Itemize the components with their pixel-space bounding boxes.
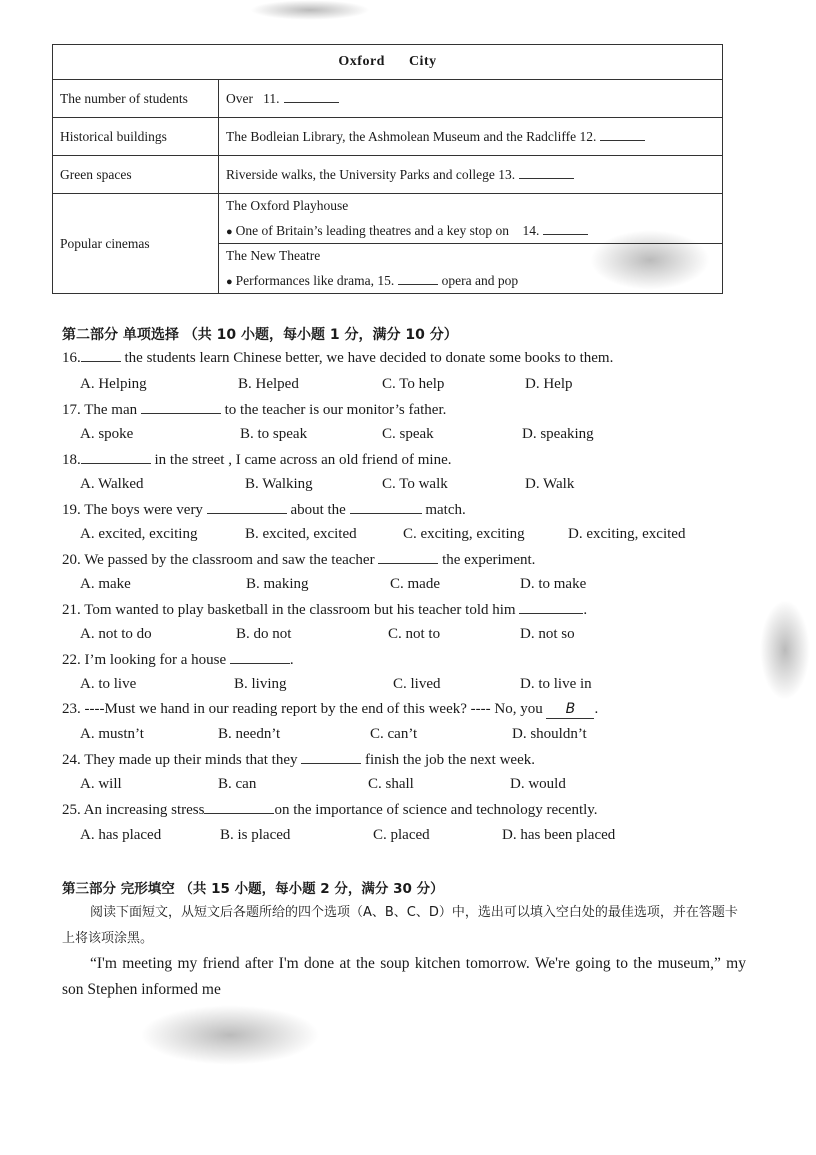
option-b[interactable]: B. needn’t — [218, 726, 281, 742]
answer-blank[interactable] — [204, 801, 274, 814]
answer-blank[interactable] — [301, 751, 361, 764]
question-19: 19. The boys were very about the match. — [62, 502, 466, 518]
question-17: 17. The man to the teacher is our monitor’s father. — [62, 402, 447, 418]
answer-blank[interactable] — [350, 501, 422, 514]
answer-blank[interactable] — [519, 601, 583, 614]
question-16: 16. the students learn Chinese better, we have decided to donate some books to them. — [62, 350, 614, 366]
answer-blank[interactable] — [378, 551, 438, 564]
option-d[interactable]: D. exciting, excited — [568, 526, 686, 542]
option-c[interactable]: C. exciting, exciting — [403, 526, 525, 542]
answer-blank[interactable] — [230, 651, 290, 664]
table-title: Oxford City — [53, 45, 723, 80]
table-row — [53, 80, 723, 118]
option-a[interactable]: A. not to do — [80, 626, 152, 642]
row-label: Historical buildings — [53, 118, 219, 156]
row-value: Over 11. — [219, 80, 723, 118]
question-21: 21. Tom wanted to play basketball in the classroom but his teacher told him . — [62, 602, 588, 618]
option-a[interactable]: A. Walked — [80, 476, 144, 492]
answer-blank[interactable] — [546, 701, 594, 719]
answer-blank[interactable] — [81, 349, 121, 362]
option-b[interactable]: B. Helped — [238, 376, 299, 392]
option-c[interactable]: C. not to — [388, 626, 441, 642]
table-row — [53, 118, 723, 156]
part2-heading: 第二部分 单项选择 （共 10 小题，每小题 1 分，满分 10 分） — [62, 327, 458, 343]
question-23: 23. ----Must we hand in our reading report by the end of this week? ---- No, you B . — [62, 701, 599, 717]
option-d[interactable]: D. to make — [520, 576, 587, 592]
row-label: Green spaces — [53, 156, 219, 194]
option-d[interactable]: D. Walk — [525, 476, 575, 492]
option-a[interactable]: A. will — [80, 776, 122, 792]
bullet-icon: ● — [226, 226, 233, 238]
question-22: 22. I’m looking for a house . — [62, 652, 294, 668]
part3-heading: 第三部分 完形填空 （共 15 小题，每小题 2 分，满分 30 分） — [62, 881, 444, 897]
part3-instruction: 阅读下面短文，从短文后各题所给的四个选项（A、B、C、D）中，选出可以填入空白处的最佳选项，并在答题卡上将该项涂黑。 — [62, 905, 738, 946]
option-d[interactable]: D. shouldn’t — [512, 726, 587, 742]
option-c[interactable]: C. lived — [393, 676, 441, 692]
bullet-icon: ● — [226, 276, 233, 288]
option-a[interactable]: A. mustn’t — [80, 726, 144, 742]
answer-blank[interactable] — [207, 501, 287, 514]
option-d[interactable]: D. has been placed — [502, 827, 616, 843]
option-b[interactable]: B. making — [246, 576, 309, 592]
cinema-line: ● One of Britain’s leading theatres and a key stop on 14. — [226, 222, 715, 239]
option-a[interactable]: A. excited, exciting — [80, 526, 198, 542]
option-a[interactable]: A. make — [80, 576, 131, 592]
answer-blank[interactable] — [543, 222, 588, 235]
option-d[interactable]: D. to live in — [520, 676, 592, 692]
answer-blank[interactable] — [284, 90, 339, 103]
scan-noise — [250, 0, 370, 20]
question-20: 20. We passed by the classroom and saw the teacher the experiment. — [62, 552, 536, 568]
option-c[interactable]: C. can’t — [370, 726, 418, 742]
answer-blank[interactable] — [519, 166, 574, 179]
row-label: The number of students — [53, 80, 219, 118]
cinema-line: ● Performances like drama, 15. opera and pop — [226, 273, 519, 288]
row-value: The Bodleian Library, the Ashmolean Museum and the Radcliffe 12. — [219, 118, 723, 156]
cinema-cell — [219, 244, 723, 294]
option-d[interactable]: D. speaking — [522, 426, 594, 442]
answer-blank[interactable] — [398, 272, 438, 285]
question-24: 24. They made up their minds that they finish the job the next week. — [62, 752, 535, 768]
option-d[interactable]: D. Help — [525, 376, 573, 392]
option-a[interactable]: A. to live — [80, 676, 137, 692]
scan-noise — [760, 600, 810, 700]
row-label: Popular cinemas — [53, 194, 219, 294]
table-row — [53, 194, 723, 244]
option-d[interactable]: D. not so — [520, 626, 575, 642]
passage-text: “I'm meeting my friend after I'm done at the soup kitchen tomorrow. We're going to the museum,” my son Stephen informed me — [62, 955, 746, 998]
answer-blank[interactable] — [600, 128, 645, 141]
option-b[interactable]: B. do not — [236, 626, 292, 642]
option-c[interactable]: C. placed — [373, 827, 430, 843]
option-c[interactable]: C. shall — [368, 776, 414, 792]
option-a[interactable]: A. spoke — [80, 426, 134, 442]
cinema-title: The Oxford Playhouse — [226, 198, 349, 213]
answer-blank[interactable] — [81, 451, 151, 464]
oxford-city-table — [52, 44, 723, 294]
option-b[interactable]: B. to speak — [240, 426, 308, 442]
option-b[interactable]: B. can — [218, 776, 257, 792]
option-a[interactable]: A. has placed — [80, 827, 162, 843]
option-c[interactable]: C. speak — [382, 426, 434, 442]
option-b[interactable]: B. excited, excited — [245, 526, 357, 542]
option-c[interactable]: C. To help — [382, 376, 445, 392]
option-b[interactable]: B. is placed — [220, 827, 291, 843]
option-b[interactable]: B. Walking — [245, 476, 313, 492]
option-d[interactable]: D. would — [510, 776, 566, 792]
cinema-title: The New Theatre — [226, 248, 321, 263]
scan-noise — [140, 1005, 320, 1065]
table-row — [53, 156, 723, 194]
option-b[interactable]: B. living — [234, 676, 287, 692]
handwritten-answer: B — [565, 701, 576, 717]
option-c[interactable]: C. made — [390, 576, 440, 592]
question-18: 18. in the street , I came across an old friend of mine. — [62, 452, 452, 468]
option-c[interactable]: C. To walk — [382, 476, 448, 492]
answer-blank[interactable] — [141, 401, 221, 414]
option-a[interactable]: A. Helping — [80, 376, 147, 392]
question-25: 25. An increasing stress on the importance of science and technology recently. — [62, 802, 598, 818]
row-value: Riverside walks, the University Parks and college 13. — [219, 156, 723, 194]
cinema-cell — [219, 194, 723, 244]
